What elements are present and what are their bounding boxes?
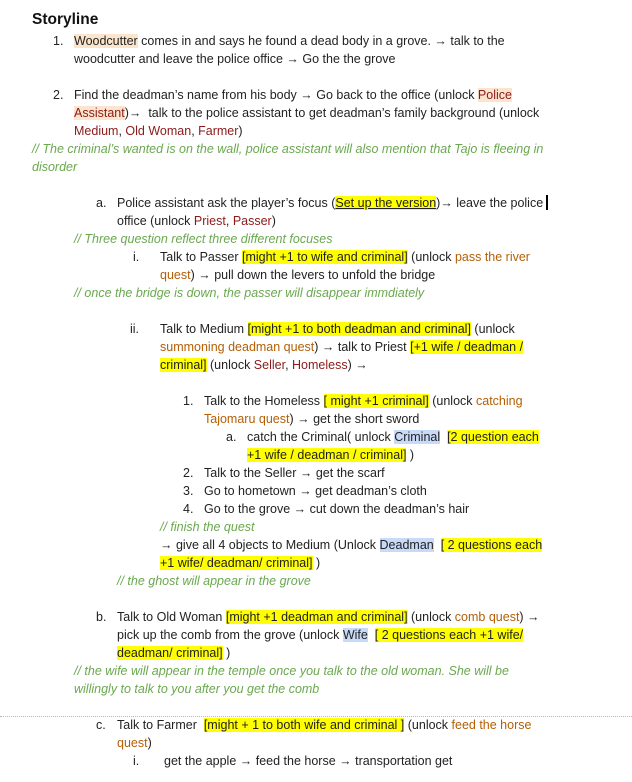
text: Find the deadman’s name from his body → Go back to the office (unlock — [74, 88, 478, 102]
text: Talk to the Homeless — [204, 394, 324, 408]
text: ) — [312, 556, 321, 570]
list-number: a. — [96, 196, 107, 210]
character-medium: Medium — [74, 124, 119, 138]
text: ) — [271, 214, 276, 228]
list-item-line — [160, 356, 368, 374]
text: Talk to Old Woman — [117, 610, 226, 624]
character-priest: Priest — [193, 214, 226, 228]
comment: // The criminal’s wanted is on the wall, police assistant will also mention that Tajo is fleeing in — [32, 142, 544, 156]
highlight-note: [might +1 deadman and criminal] — [225, 610, 408, 624]
highlight-note: [might +1 to wife and criminal] — [241, 250, 408, 264]
unlock-criminal: Criminal — [394, 430, 441, 444]
text: (unlock — [407, 610, 455, 624]
list-item-line — [160, 338, 523, 356]
quest-name: quest — [117, 736, 148, 750]
list-number: 4. — [183, 502, 194, 516]
highlight-note: [ 2 questions each — [440, 538, 543, 552]
text: , — [285, 358, 293, 372]
highlight-police: Police — [477, 88, 512, 102]
text: ) — [406, 448, 415, 462]
text-cursor — [546, 195, 548, 210]
list-item-line: Talk to the Seller → get the scarf — [204, 466, 385, 480]
character-homeless: Homeless — [292, 358, 348, 372]
list-item-line — [160, 536, 542, 554]
list-item-line — [160, 266, 435, 284]
unlock-deadman: Deadman — [379, 538, 434, 552]
quest-name: quest — [160, 268, 191, 282]
list-item-line — [160, 320, 515, 338]
text: ) — [222, 646, 231, 660]
set-up-version-link[interactable]: Set up the version — [335, 196, 437, 210]
text: (unlock — [407, 250, 455, 264]
text: , — [118, 124, 126, 138]
quest-name: catching — [476, 394, 523, 408]
list-item-line — [160, 554, 320, 572]
quest-name: feed the horse — [451, 718, 532, 732]
text: catch the Criminal( unlock — [247, 430, 395, 444]
comment: // once the bridge is down, the passer will disappear immdiately — [74, 286, 425, 300]
list-item-line — [74, 122, 243, 140]
text — [368, 628, 375, 642]
text: (unlock — [428, 394, 476, 408]
comment: // finish the quest — [160, 520, 255, 534]
comment: disorder — [32, 160, 78, 174]
list-number: 1. — [53, 34, 64, 48]
list-item-line — [117, 626, 523, 644]
text: (unlock — [404, 718, 452, 732]
highlight-woodcutter: Woodcutter — [74, 34, 138, 48]
list-number: a. — [226, 430, 237, 444]
list-item-line — [160, 248, 530, 266]
text: ) — [147, 736, 152, 750]
list-item-line — [117, 644, 230, 662]
list-item-line — [117, 212, 276, 230]
page-title: Storyline — [32, 11, 99, 28]
comment: willingly to talk to you after you get the comb — [74, 682, 320, 696]
list-number: i. — [133, 754, 140, 768]
text: Police assistant ask the player’s focus ( — [117, 196, 336, 210]
list-number: 1. — [183, 394, 194, 408]
list-number: i. — [133, 250, 140, 264]
list-item-line — [204, 410, 419, 428]
character-farmer: Farmer — [198, 124, 239, 138]
text: , — [191, 124, 199, 138]
list-item-line — [74, 32, 505, 50]
highlight-assistant: Assistant — [74, 106, 125, 120]
list-item-line: Go to hometown → get deadman’s cloth — [204, 484, 427, 498]
highlight-note: +1 wife / deadman / criminal] — [247, 448, 407, 462]
text: )→ leave the police — [436, 196, 544, 210]
quest-name: summoning deadman quest — [160, 340, 315, 354]
list-item-line — [74, 104, 539, 122]
text: Talk to Medium — [160, 322, 248, 336]
highlight-note: [ 2 questions each +1 wife/ — [374, 628, 524, 642]
text: → give all 4 objects to Medium (Unlock — [160, 538, 380, 552]
text: ) → — [347, 358, 368, 372]
highlight-note: [ might +1 criminal] — [323, 394, 429, 408]
list-number: b. — [96, 610, 107, 624]
text: ) → — [519, 610, 540, 624]
list-item-line — [247, 446, 414, 464]
list-item-line — [117, 608, 540, 626]
quest-name: Tajomaru quest — [204, 412, 290, 426]
comment: // Three question reflect three different focuses — [74, 232, 333, 246]
list-item-line — [74, 86, 512, 104]
list-item-line — [117, 194, 548, 212]
text: pick up the comb from the grove (unlock — [117, 628, 343, 642]
list-item-line: woodcutter and leave the police office → Go the the grove — [74, 52, 396, 66]
comment: // the wife will appear in the temple once you talk to the old woman. She will be — [74, 664, 509, 678]
comment: // the ghost will appear in the grove — [117, 574, 311, 588]
character-passer: Passer — [232, 214, 272, 228]
list-item-line — [117, 716, 531, 734]
unlock-wife: Wife — [342, 628, 368, 642]
text: Talk to Passer — [160, 250, 242, 264]
highlight-note: [2 question each — [447, 430, 539, 444]
text: (unlock — [206, 358, 254, 372]
list-number: 3. — [183, 484, 194, 498]
quest-name: comb quest — [454, 610, 520, 624]
text — [434, 538, 441, 552]
highlight-note: [might + 1 to both wife and criminal ] — [203, 718, 405, 732]
text: ) → talk to Priest — [314, 340, 411, 354]
quest-name: pass the river — [454, 250, 530, 264]
list-item-line — [247, 428, 539, 446]
list-item-line — [117, 734, 152, 752]
text: ) → get the short sword — [289, 412, 420, 426]
list-item-line — [204, 392, 523, 410]
list-number: 2. — [183, 466, 194, 480]
text: )→ talk to the police assistant to get deadman’s family background (unlock — [124, 106, 540, 120]
highlight-note: [might +1 to both deadman and criminal] — [247, 322, 471, 336]
list-item-line: Go to the grove → cut down the deadman’s hair — [204, 502, 470, 516]
text: , — [225, 214, 233, 228]
text: Talk to Farmer — [117, 718, 204, 732]
highlight-note: +1 wife/ deadman/ criminal] — [160, 556, 313, 570]
text: office (unlock — [117, 214, 194, 228]
list-number: ii. — [130, 322, 140, 336]
text: comes in and says he found a dead body in a grove. → talk to the — [137, 34, 505, 48]
list-item-line: get the apple → feed the horse → transportation get — [164, 754, 453, 768]
text: ) — [238, 124, 243, 138]
list-number: c. — [96, 718, 106, 732]
text: (unlock — [470, 322, 515, 336]
highlight-note: deadman/ criminal] — [117, 646, 223, 660]
character-seller: Seller — [253, 358, 286, 372]
character-old-woman: Old Woman — [125, 124, 192, 138]
text: ) → pull down the levers to unfold the bridge — [190, 268, 436, 282]
highlight-note: criminal] — [160, 358, 207, 372]
list-number: 2. — [53, 88, 64, 102]
highlight-note: [+1 wife / deadman / — [410, 340, 524, 354]
